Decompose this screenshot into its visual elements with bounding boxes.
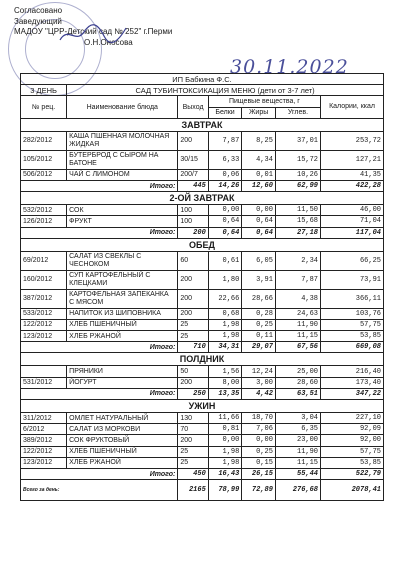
dish-fat: 0,15 bbox=[242, 457, 276, 468]
recipe-number: 122/2012 bbox=[21, 319, 67, 330]
dish-name: ХЛЕБ РЖАНОЙ bbox=[67, 331, 178, 342]
dish-calories: 227,10 bbox=[321, 413, 384, 424]
menu-title: САД ТУБИНТОКСИКАЦИЯ МЕНЮ (дети от 3-7 лет) bbox=[67, 85, 384, 96]
total-protein: 13,35 bbox=[208, 388, 242, 399]
dish-yield: 200 bbox=[178, 435, 208, 446]
dish-yield: 25 bbox=[178, 319, 208, 330]
dish-carbs: 15,68 bbox=[275, 216, 320, 227]
dish-yield: 100 bbox=[178, 216, 208, 227]
section-total-row bbox=[21, 180, 384, 191]
col-calories: Калории, ккал bbox=[321, 96, 384, 118]
dish-row bbox=[21, 319, 384, 330]
dish-row bbox=[21, 216, 384, 227]
dish-yield: 60 bbox=[178, 251, 208, 270]
dish-protein: 1,98 bbox=[208, 319, 242, 330]
dish-yield: 130 bbox=[178, 413, 208, 424]
dish-carbs: 11,50 bbox=[275, 205, 320, 216]
recipe-number: 105/2012 bbox=[21, 150, 67, 169]
total-calories: 422,28 bbox=[321, 180, 384, 191]
dish-calories: 216,40 bbox=[321, 366, 384, 377]
dish-calories: 92,09 bbox=[321, 424, 384, 435]
recipe-number: 311/2012 bbox=[21, 413, 67, 424]
recipe-number: 69/2012 bbox=[21, 251, 67, 270]
dish-name: БУТЕРБРОД С СЫРОМ НА БАТОНЕ bbox=[67, 150, 178, 169]
dish-calories: 57,75 bbox=[321, 446, 384, 457]
dish-row bbox=[21, 205, 384, 216]
dish-yield: 30/15 bbox=[178, 150, 208, 169]
dish-protein: 0,00 bbox=[208, 205, 242, 216]
recipe-number: 123/2012 bbox=[21, 331, 67, 342]
dish-name: СОК bbox=[67, 205, 178, 216]
dish-calories: 92,00 bbox=[321, 435, 384, 446]
total-calories: 522,79 bbox=[321, 468, 384, 479]
dish-row bbox=[21, 377, 384, 388]
dish-protein: 0,68 bbox=[208, 308, 242, 319]
dish-protein: 0,81 bbox=[208, 424, 242, 435]
dish-name: КАРТОФЕЛЬНАЯ ЗАПЕКАНКА С МЯСОМ bbox=[67, 289, 178, 308]
dish-row bbox=[21, 331, 384, 342]
recipe-number: 533/2012 bbox=[21, 308, 67, 319]
dish-fat: 0,25 bbox=[242, 446, 276, 457]
dish-calories: 66,25 bbox=[321, 251, 384, 270]
dish-calories: 71,04 bbox=[321, 216, 384, 227]
dish-carbs: 23,00 bbox=[275, 435, 320, 446]
col-recipe: № рец. bbox=[21, 96, 67, 118]
dish-fat: 0,00 bbox=[242, 205, 276, 216]
section-total-row bbox=[21, 342, 384, 353]
recipe-number: 160/2012 bbox=[21, 270, 67, 289]
recipe-number: 531/2012 bbox=[21, 377, 67, 388]
dish-fat: 18,70 bbox=[242, 413, 276, 424]
handwritten-date: 30.11.2022 bbox=[230, 56, 349, 78]
dish-protein: 6,33 bbox=[208, 150, 242, 169]
approval-line-1: Согласовано bbox=[14, 6, 63, 15]
dish-carbs: 10,26 bbox=[275, 169, 320, 180]
dish-fat: 0,00 bbox=[242, 435, 276, 446]
recipe-number bbox=[21, 366, 67, 377]
col-nutrients: Пищевые вещества, г bbox=[208, 96, 320, 107]
dish-name: САЛАТ ИЗ СВЕКЛЫ С ЧЕСНОКОМ bbox=[67, 251, 178, 270]
dish-yield: 25 bbox=[178, 331, 208, 342]
total-label: Итого: bbox=[21, 180, 178, 191]
total-fat: 29,07 bbox=[242, 342, 276, 353]
dish-calories: 173,40 bbox=[321, 377, 384, 388]
recipe-number: 532/2012 bbox=[21, 205, 67, 216]
dish-name: ЙОГУРТ bbox=[67, 377, 178, 388]
dish-protein: 0,06 bbox=[208, 169, 242, 180]
recipe-number: 126/2012 bbox=[21, 216, 67, 227]
total-fat: 26,15 bbox=[242, 468, 276, 479]
dish-calories: 253,72 bbox=[321, 131, 384, 150]
dish-protein: 0,00 bbox=[208, 435, 242, 446]
signature bbox=[58, 22, 128, 46]
dish-carbs: 4,38 bbox=[275, 289, 320, 308]
dish-row bbox=[21, 169, 384, 180]
dish-carbs: 6,35 bbox=[275, 424, 320, 435]
dish-carbs: 28,60 bbox=[275, 377, 320, 388]
total-yield: 250 bbox=[178, 388, 208, 399]
dish-row bbox=[21, 446, 384, 457]
meal-header-row bbox=[21, 400, 384, 413]
total-protein: 34,31 bbox=[208, 342, 242, 353]
dish-fat: 3,00 bbox=[242, 377, 276, 388]
dish-row bbox=[21, 366, 384, 377]
dish-calories: 46,00 bbox=[321, 205, 384, 216]
dish-yield: 25 bbox=[178, 446, 208, 457]
grand-total-carbs: 276,68 bbox=[275, 480, 320, 501]
dish-protein: 8,00 bbox=[208, 377, 242, 388]
total-label: Итого: bbox=[21, 468, 178, 479]
total-carbs: 67,56 bbox=[275, 342, 320, 353]
dish-fat: 6,05 bbox=[242, 251, 276, 270]
recipe-number: 387/2012 bbox=[21, 289, 67, 308]
total-yield: 450 bbox=[178, 468, 208, 479]
dish-name: ХЛЕБ ПШЕНИЧНЫЙ bbox=[67, 319, 178, 330]
dish-name: СОК ФРУКТОВЫЙ bbox=[67, 435, 178, 446]
dish-name: СУП КАРТОФЕЛЬНЫЙ С КЛЕЦКАМИ bbox=[67, 270, 178, 289]
meal-header-row bbox=[21, 192, 384, 205]
dish-yield: 70 bbox=[178, 424, 208, 435]
dish-yield: 200 bbox=[178, 270, 208, 289]
dish-protein: 0,64 bbox=[208, 216, 242, 227]
total-carbs: 63,51 bbox=[275, 388, 320, 399]
recipe-number: 122/2012 bbox=[21, 446, 67, 457]
dish-protein: 1,80 bbox=[208, 270, 242, 289]
dish-fat: 0,11 bbox=[242, 331, 276, 342]
menu-table bbox=[20, 73, 384, 501]
dish-fat: 8,25 bbox=[242, 131, 276, 150]
dish-calories: 127,21 bbox=[321, 150, 384, 169]
total-carbs: 55,44 bbox=[275, 468, 320, 479]
meal-header-row bbox=[21, 238, 384, 251]
dish-name: САЛАТ ИЗ МОРКОВИ bbox=[67, 424, 178, 435]
day-label: 3 ДЕНЬ bbox=[21, 85, 67, 96]
dish-protein: 1,98 bbox=[208, 457, 242, 468]
dish-carbs: 2,34 bbox=[275, 251, 320, 270]
meal-title: 2-ОЙ ЗАВТРАК bbox=[21, 192, 384, 205]
dish-fat: 0,28 bbox=[242, 308, 276, 319]
section-total-row bbox=[21, 468, 384, 479]
total-fat: 0,64 bbox=[242, 227, 276, 238]
dish-name: НАПИТОК ИЗ ШИПОВНИКА bbox=[67, 308, 178, 319]
total-protein: 14,26 bbox=[208, 180, 242, 191]
meal-title: ОБЕД bbox=[21, 238, 384, 251]
dish-row bbox=[21, 457, 384, 468]
dish-yield: 100 bbox=[178, 205, 208, 216]
grand-total-row bbox=[21, 480, 384, 501]
dish-name: ФРУКТ bbox=[67, 216, 178, 227]
total-calories: 347,22 bbox=[321, 388, 384, 399]
dish-protein: 1,98 bbox=[208, 331, 242, 342]
dish-yield: 50 bbox=[178, 366, 208, 377]
dish-row bbox=[21, 150, 384, 169]
col-protein: Белки bbox=[208, 107, 242, 118]
dish-protein: 22,66 bbox=[208, 289, 242, 308]
recipe-number: 123/2012 bbox=[21, 457, 67, 468]
grand-total-yield: 2165 bbox=[178, 480, 208, 501]
dish-fat: 28,66 bbox=[242, 289, 276, 308]
dish-carbs: 11,90 bbox=[275, 446, 320, 457]
dish-carbs: 37,01 bbox=[275, 131, 320, 150]
total-calories: 117,04 bbox=[321, 227, 384, 238]
total-yield: 200 bbox=[178, 227, 208, 238]
grand-total-protein: 78,99 bbox=[208, 480, 242, 501]
dish-fat: 0,25 bbox=[242, 319, 276, 330]
dish-calories: 53,85 bbox=[321, 457, 384, 468]
dish-calories: 53,85 bbox=[321, 331, 384, 342]
dish-protein: 0,61 bbox=[208, 251, 242, 270]
dish-carbs: 11,15 bbox=[275, 331, 320, 342]
dish-name: ОМЛЕТ НАТУРАЛЬНЫЙ bbox=[67, 413, 178, 424]
recipe-number: 389/2012 bbox=[21, 435, 67, 446]
org-name: ИП Бабкина Ф.С. bbox=[21, 74, 384, 85]
total-label: Итого: bbox=[21, 388, 178, 399]
section-total-row bbox=[21, 388, 384, 399]
col-carbs: Углев. bbox=[275, 107, 320, 118]
recipe-number: 6/2012 bbox=[21, 424, 67, 435]
total-protein: 0,64 bbox=[208, 227, 242, 238]
dish-name: ПРЯНИКИ bbox=[67, 366, 178, 377]
dish-protein: 1,56 bbox=[208, 366, 242, 377]
total-protein: 16,43 bbox=[208, 468, 242, 479]
approval-line-3: МАДОУ "ЦРР-Детский сад № 252" г.Перми bbox=[14, 27, 173, 36]
total-fat: 4,42 bbox=[242, 388, 276, 399]
total-carbs: 27,18 bbox=[275, 227, 320, 238]
dish-name: ЧАЙ С ЛИМОНОМ bbox=[67, 169, 178, 180]
dish-row bbox=[21, 270, 384, 289]
dish-fat: 0,64 bbox=[242, 216, 276, 227]
meal-title: ЗАВТРАК bbox=[21, 118, 384, 131]
approval-line-4: О.Н.Оносова bbox=[84, 37, 133, 47]
dish-yield: 200 bbox=[178, 377, 208, 388]
col-dish: Наименование блюда bbox=[67, 96, 178, 118]
total-carbs: 62,99 bbox=[275, 180, 320, 191]
dish-row bbox=[21, 251, 384, 270]
dish-row bbox=[21, 308, 384, 319]
approval-line-2: Заведующий bbox=[14, 16, 62, 26]
dish-name: ХЛЕБ ПШЕНИЧНЫЙ bbox=[67, 446, 178, 457]
dish-carbs: 3,04 bbox=[275, 413, 320, 424]
section-total-row bbox=[21, 227, 384, 238]
dish-calories: 41,35 bbox=[321, 169, 384, 180]
dish-carbs: 11,15 bbox=[275, 457, 320, 468]
dish-calories: 366,11 bbox=[321, 289, 384, 308]
meal-header-row bbox=[21, 353, 384, 366]
grand-total-label: Всего за день: bbox=[21, 480, 178, 501]
total-calories: 669,08 bbox=[321, 342, 384, 353]
dish-row bbox=[21, 413, 384, 424]
dish-row bbox=[21, 289, 384, 308]
dish-fat: 3,91 bbox=[242, 270, 276, 289]
dish-fat: 4,34 bbox=[242, 150, 276, 169]
dish-fat: 7,06 bbox=[242, 424, 276, 435]
dish-yield: 25 bbox=[178, 457, 208, 468]
dish-fat: 0,01 bbox=[242, 169, 276, 180]
total-fat: 12,60 bbox=[242, 180, 276, 191]
dish-calories: 57,75 bbox=[321, 319, 384, 330]
total-yield: 710 bbox=[178, 342, 208, 353]
grand-total-fat: 72,89 bbox=[242, 480, 276, 501]
dish-carbs: 24,63 bbox=[275, 308, 320, 319]
dish-row bbox=[21, 131, 384, 150]
dish-carbs: 11,90 bbox=[275, 319, 320, 330]
dish-yield: 200/7 bbox=[178, 169, 208, 180]
dish-yield: 200 bbox=[178, 289, 208, 308]
recipe-number: 506/2012 bbox=[21, 169, 67, 180]
total-label: Итого: bbox=[21, 227, 178, 238]
col-fat: Жиры bbox=[242, 107, 276, 118]
dish-row bbox=[21, 424, 384, 435]
dish-calories: 103,76 bbox=[321, 308, 384, 319]
total-label: Итого: bbox=[21, 342, 178, 353]
dish-carbs: 15,72 bbox=[275, 150, 320, 169]
meal-title: ПОЛДНИК bbox=[21, 353, 384, 366]
dish-protein: 1,98 bbox=[208, 446, 242, 457]
meal-title: УЖИН bbox=[21, 400, 384, 413]
dish-fat: 12,24 bbox=[242, 366, 276, 377]
dish-protein: 11,66 bbox=[208, 413, 242, 424]
grand-total-calories: 2078,41 bbox=[321, 480, 384, 501]
dish-name: ХЛЕБ РЖАНОЙ bbox=[67, 457, 178, 468]
dish-yield: 200 bbox=[178, 308, 208, 319]
dish-carbs: 25,00 bbox=[275, 366, 320, 377]
dish-carbs: 7,87 bbox=[275, 270, 320, 289]
total-yield: 445 bbox=[178, 180, 208, 191]
recipe-number: 282/2012 bbox=[21, 131, 67, 150]
dish-protein: 7,87 bbox=[208, 131, 242, 150]
dish-name: КАША ПШЕННАЯ МОЛОЧНАЯ ЖИДКАЯ bbox=[67, 131, 178, 150]
col-yield: Выход bbox=[178, 96, 208, 118]
dish-calories: 73,91 bbox=[321, 270, 384, 289]
dish-yield: 200 bbox=[178, 131, 208, 150]
meal-header-row bbox=[21, 118, 384, 131]
dish-row bbox=[21, 435, 384, 446]
